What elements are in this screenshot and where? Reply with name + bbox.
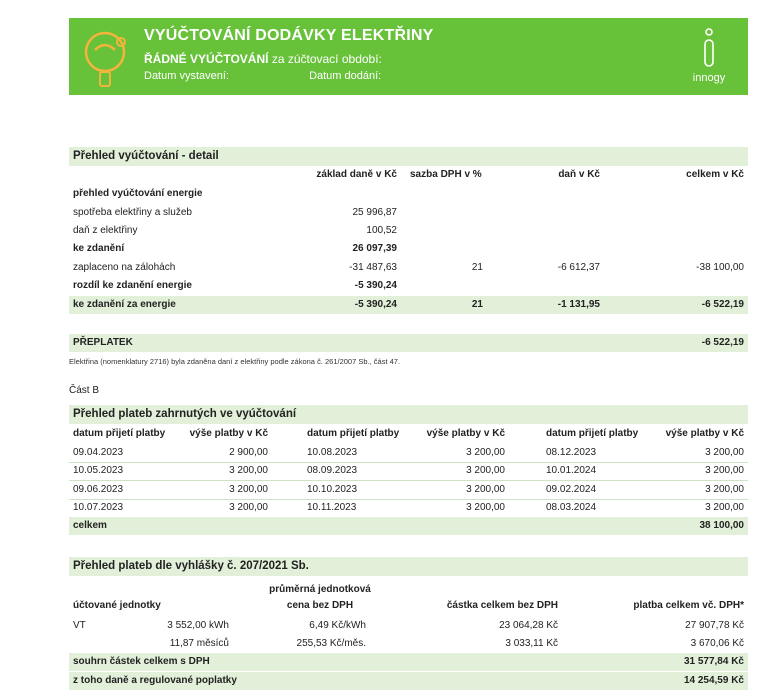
issue-date-label: Datum vystavení: <box>144 70 229 82</box>
unit-name: VT <box>73 620 86 631</box>
col-amount: částka celkem bez DPH <box>446 600 558 611</box>
payment-date: 10.07.2023 <box>73 502 124 513</box>
row-base: 100,52 <box>366 225 397 236</box>
col-amount-1: výše platby v Kč <box>189 428 268 439</box>
payment-amount: 3 200,00 <box>229 465 268 476</box>
col-units: účtované jednotky <box>73 600 161 611</box>
group-label-text: přehled vyúčtování energie <box>73 188 203 199</box>
payment-amount: 3 200,00 <box>229 484 268 495</box>
payment-amount: 3 200,00 <box>466 447 505 458</box>
decree-sum-row <box>69 653 748 671</box>
table-row <box>69 499 748 517</box>
payment-date: 08.09.2023 <box>307 465 358 476</box>
table-row <box>69 240 748 258</box>
decree-header-line1 <box>69 582 748 598</box>
invoice-subtitle <box>144 52 382 66</box>
payment-date: 08.12.2023 <box>546 447 597 458</box>
unit-price: 6,49 Kč/kWh <box>309 620 366 631</box>
payment-date: 10.08.2023 <box>307 447 358 458</box>
unit-payment: 27 907,78 Kč <box>685 620 744 631</box>
brand-logo <box>684 26 734 88</box>
decree-section-title: Přehled plateb dle vyhlášky č. 207/2021 Sb. <box>69 557 748 576</box>
payment-date: 09.06.2023 <box>73 484 124 495</box>
invoice-title: VYÚČTOVÁNÍ DODÁVKY ELEKTŘINY <box>144 27 434 44</box>
table-row <box>69 204 748 222</box>
delivery-date-label: Datum dodání: <box>309 70 382 82</box>
unit-qty: 3 552,00 kWh <box>167 620 229 631</box>
unit-payment: 3 670,06 Kč <box>690 638 744 649</box>
decree-column-headers <box>69 598 748 614</box>
row-base: -31 487,63 <box>349 262 397 273</box>
overpayment-value: -6 522,19 <box>701 337 744 348</box>
tax-note: Elektřina (nomenklatury 2716) byla zdaněna daní z elektřiny podle zákona č. 261/2007 Sb., část 47. <box>69 357 401 366</box>
row-label: zaplaceno na zálohách <box>73 262 176 273</box>
invoice-dates <box>144 70 381 82</box>
payment-date: 10.10.2023 <box>307 484 358 495</box>
payment-date: 08.03.2024 <box>546 502 597 513</box>
table-row <box>69 617 748 635</box>
row-rate: 21 <box>471 299 483 310</box>
decree-tax-row <box>69 672 748 690</box>
payments-section-title: Přehled plateb zahrnutých ve vyúčtování <box>69 405 748 424</box>
col-payment: platba celkem vč. DPH* <box>633 600 744 611</box>
brand-name: innogy <box>692 72 726 84</box>
unit-qty: 11,87 měsíců <box>169 638 229 649</box>
row-label: daň z elektřiny <box>73 225 138 236</box>
col-price-line1: průměrná jednotková <box>269 584 371 595</box>
table-row <box>69 277 748 295</box>
col-tax-base: základ daně v Kč <box>316 169 397 180</box>
table-row <box>69 481 748 499</box>
row-tax: -1 131,95 <box>557 299 600 310</box>
payment-amount: 3 200,00 <box>466 484 505 495</box>
row-rate: 21 <box>471 262 483 273</box>
payment-date: 10.11.2023 <box>307 502 357 513</box>
row-base: -5 390,24 <box>354 280 397 291</box>
col-date-2: datum přijetí platby <box>307 428 400 439</box>
tax-label: z toho daně a regulované poplatky <box>73 675 237 686</box>
table-row <box>69 635 748 653</box>
part-b-label: Část B <box>69 385 100 396</box>
detail-column-headers <box>69 166 748 184</box>
col-price-line2: cena bez DPH <box>286 600 354 611</box>
row-tax: -6 612,37 <box>557 262 600 273</box>
row-label: spotřeba elektřiny a služeb <box>73 207 192 218</box>
payment-amount: 3 200,00 <box>466 465 505 476</box>
payment-date: 09.02.2024 <box>546 484 597 495</box>
payments-total-row <box>69 517 748 535</box>
col-tax: daň v Kč <box>558 169 600 180</box>
payment-date: 09.04.2023 <box>73 447 124 458</box>
table-row <box>69 259 748 277</box>
col-vat-rate: sazba DPH v % <box>410 169 482 180</box>
col-date-3: datum přijetí platby <box>546 428 639 439</box>
col-date-1: datum přijetí platby <box>73 428 166 439</box>
overpayment-label: PŘEPLATEK <box>73 337 133 348</box>
sum-label: souhrn částek celkem s DPH <box>73 656 210 667</box>
row-label: ke zdanění <box>73 243 125 254</box>
table-row <box>69 462 748 480</box>
table-row <box>69 444 748 462</box>
payment-amount: 2 900,00 <box>229 447 268 458</box>
payment-amount: 3 200,00 <box>705 465 744 476</box>
table-row <box>69 222 748 240</box>
col-amount-3: výše platby v Kč <box>665 428 744 439</box>
payment-amount: 3 200,00 <box>229 502 268 513</box>
payment-date: 10.01.2024 <box>546 465 597 476</box>
unit-amount: 3 033,11 Kč <box>505 638 558 649</box>
sum-value: 31 577,84 Kč <box>683 656 744 667</box>
payments-total-label: celkem <box>73 520 107 531</box>
innogy-logo-icon <box>684 26 734 72</box>
overpayment-row <box>69 334 748 352</box>
detail-group-label <box>69 185 748 203</box>
invoice-type: ŘÁDNÉ VYÚČTOVÁNÍ <box>144 52 269 66</box>
payment-amount: 3 200,00 <box>705 484 744 495</box>
row-total: -6 522,19 <box>701 299 744 310</box>
payment-date: 10.05.2023 <box>73 465 124 476</box>
invoice-header <box>69 18 748 95</box>
row-label: ke zdanění za energie <box>73 299 176 310</box>
payment-amount: 3 200,00 <box>466 502 505 513</box>
detail-section-title: Přehled vyúčtování - detail <box>69 147 748 166</box>
payments-total-value: 38 100,00 <box>699 520 744 531</box>
row-base: -5 390,24 <box>354 299 397 310</box>
row-base: 25 996,87 <box>352 207 397 218</box>
col-total: celkem v Kč <box>686 169 744 180</box>
unit-amount: 23 064,28 Kč <box>499 620 558 631</box>
billing-period-label: za zúčtovací období: <box>271 52 382 66</box>
unit-price: 255,53 Kč/měs. <box>296 638 366 649</box>
row-total: -38 100,00 <box>696 262 744 273</box>
payments-column-headers <box>69 425 748 443</box>
detail-total-row <box>69 296 748 314</box>
lightbulb-logo-icon <box>81 28 137 90</box>
payment-amount: 3 200,00 <box>705 502 744 513</box>
row-label: rozdíl ke zdanění energie <box>73 280 192 291</box>
col-amount-2: výše platby v Kč <box>426 428 505 439</box>
tax-value: 14 254,59 Kč <box>683 675 744 686</box>
payment-amount: 3 200,00 <box>705 447 744 458</box>
row-base: 26 097,39 <box>352 243 397 254</box>
